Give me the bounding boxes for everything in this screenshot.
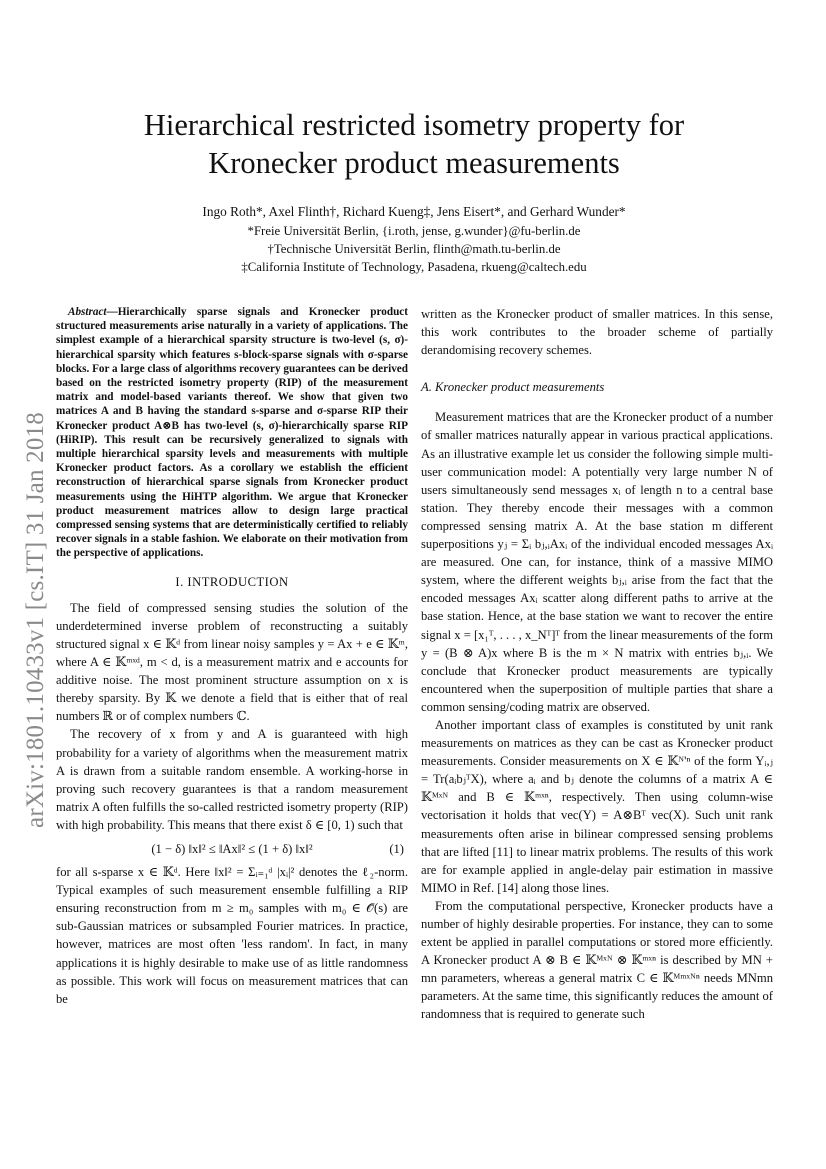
equation-body: (1 − δ) ‖x‖² ≤ ‖Ax‖² ≤ (1 + δ) ‖x‖²: [151, 841, 313, 856]
intro-paragraph-1: The field of compressed sensing studies the solution of the underdetermined inverse problem of reconstructing a suitably structured signal x ∈ 𝕂ᵈ from linear noisy samples y = Ax + e ∈ 𝕂ᵐ, where A ∈ 𝕂ᵐˣᵈ, m < d, is a measurement matrix and e accounts for additive noise. The most prominent structure assumption on x is thereby sparsity. By 𝕂 we denote a field that is either that of real numbers ℝ or of complex numbers ℂ.: [56, 600, 408, 724]
left-column: [56, 305, 408, 1008]
subsection-heading: A. Kronecker product measurements: [421, 380, 605, 395]
kronecker-paragraph-3: From the computational perspective, Kronecker products have a number of highly desirable properties. For instance, they can to some extent be applied in parallel computations or stored more efficiently. A Kronecker product A ⊗ B ∈ 𝕂ᴹˣᴺ ⊗ 𝕂ᵐˣⁿ is described by MN + mn parameters, whereas a general matrix C ∈ 𝕂ᴹᵐˣᴺⁿ needs MNmn parameters. At the same time, this significantly reduces the amount of randomness that is required to generate such: [421, 898, 773, 1022]
right-column: [421, 305, 773, 1024]
abstract: [56, 305, 408, 561]
title-line-1: Hierarchical restricted isometry property for: [143, 108, 685, 142]
author-names: Ingo Roth*, Axel Flinth†, Richard Kueng‡, Jens Eisert*, and Gerhard Wunder*: [202, 204, 626, 219]
title-line-2: Kronecker product measurements: [208, 146, 620, 180]
intro-paragraph-3: for all s-sparse x ∈ 𝕂ᵈ. Here ‖x‖² = Σᵢ₌₁ᵈ |xᵢ|² denotes the ℓ₂-norm. Typical examples of such measurement ensemble fulfilling a RIP ensuring reconstruction from m ≥ m₀ samples with m₀ ∈ 𝒪̃(s) are sub-Gaussian matrices or subsampled Fourier matrices. In practice, however, matrices are most often 'less random'. In fact, in many applications it is highly desirable to make use of as little randomness as possible. This work will focus on measurement matrices that can be: [56, 865, 408, 1006]
affiliation-2: †Technische Universität Berlin, flinth@math.tu-berlin.de: [267, 242, 561, 256]
arxiv-id: arXiv:1801.10433v1 [cs.IT] 31 Jan 2018: [22, 412, 49, 828]
abstract-text: —Hierarchically sparse signals and Kronecker product structured measurements arise naturally in a variety of applications. The simplest example of a hierarchical sparsity structure is two-level (s, σ)-hierarchical sparsity which features s-block-sparse signals with σ-sparse blocks. For a large class of algorithms recovery guarantees can be derived based on the restricted isometry property (RIP) of the measurement matrix and model-based variants thereof. We show that given two matrices A and B having the standard s-sparse and σ-sparse RIP their Kronecker product A⊗B has two-level (s, σ)-hierarchically sparse RIP (HiRIP). This result can be recursively generalized to signals with multiple hierarchical sparsity levels and measurements with multiple Kronecker product factors. As a corollary we establish the efficient reconstruction of hierarchical sparse signals from Kronecker product measurements using the HiHTP algorithm. We argue that Kronecker product measurement matrices allow to design large practical compressed sensing systems that are deterministically certified to reliably recover signals in a stable fashion. We elaborate on their motivation from the perspective of applications.: [56, 306, 408, 560]
paper-title: [80, 106, 748, 182]
equation-number: (1): [389, 841, 404, 856]
continuation-paragraph: written as the Kronecker product of smaller matrices. In this sense, this work contributes to the broader scheme of partially derandomising recovery schemes.: [421, 307, 773, 358]
section-heading: I. INTRODUCTION: [175, 574, 289, 589]
kronecker-paragraph-2: Another important class of examples is constituted by unit rank measurements on matrices as they can be cast as Kronecker product measurements. Consider measurements on X ∈ 𝕂ᴺ'ⁿ of the form Yᵢ,ⱼ = Tr(aᵢbⱼᵀX), where aᵢ and bⱼ denote the columns of a matrix A ∈ 𝕂ᴹˣᴺ and B ∈ 𝕂ᵐˣⁿ, respectively. Then using column-wise vectorisation it holds that vec(Y) = A⊗Bᵀ vec(X). Such unit rank measurements often arise in bilinear compressed sensing problems that are lifted [11] to linear matrix problems. The results of this work are for example applied in angle-delay pair estimation in massive MIMO in Ref. [14] along those lines.: [421, 717, 773, 895]
equation-1: [56, 840, 408, 858]
abstract-label: Abstract: [68, 306, 107, 318]
affiliation-1: *Freie Universität Berlin, {i.roth, jense, g.wunder}@fu-berlin.de: [247, 224, 581, 238]
affiliation-3: ‡California Institute of Technology, Pasadena, rkueng@caltech.edu: [241, 260, 587, 274]
kronecker-paragraph-1: Measurement matrices that are the Kronecker product of a number of smaller matrices naturally appear in various practical applications. As an illustrative example let us consider the following simple multi-user communication model: A potentially very large number N of users simultaneously send messages xᵢ of length n to a central base station. They thereby encode their messages with a common compressed sensing matrix A. At the base station m different superpositions yⱼ = Σᵢ bⱼ,ᵢAxᵢ of the individual encoded messages Axᵢ are measured. One can, for instance, think of a massive MIMO system, where the different weights bⱼ,ᵢ arise from the fact that the encoded messages Axᵢ scatter along different paths to arrive at the base station. Hence, at the base station we want to recover the entire signal x = [x₁ᵀ, . . . , x_Nᵀ]ᵀ from the linear measurements of the form y = (B ⊗ A)x where B is the m × N matrix with entries bⱼ,ᵢ. We conclude that Kronecker product measurements are typically encountered when the superposition of multiple parties that share a common sensing/coding matrix are observed.: [421, 410, 773, 714]
intro-paragraph-2: The recovery of x from y and A is guaranteed with high probability for a variety of algorithms when the measurement matrix A is drawn from a suitable random ensemble. A working-horse in proving such recovery guarantees is that a random measurement matrix A often fulfills the so-called restricted isometry property (RIP) with high probability. This means that there exist δ ∈ [0, 1) such that: [56, 727, 408, 832]
author-block: [80, 203, 748, 276]
